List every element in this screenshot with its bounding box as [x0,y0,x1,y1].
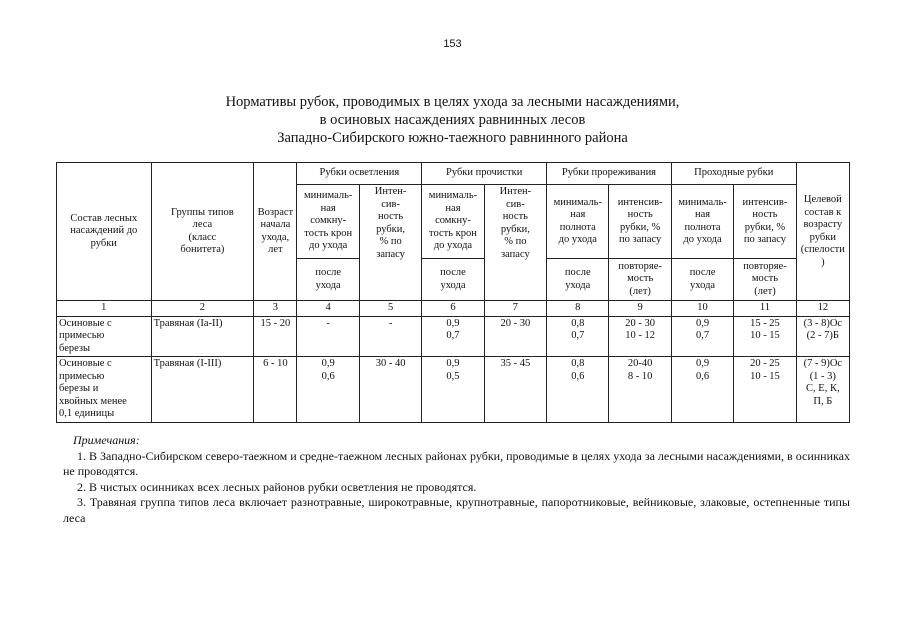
cell-value: 35 - 45 [484,357,546,423]
header-min-density-thinning: минималь- ная полнота до ухода [547,185,609,259]
cell-value: 15 - 25 10 - 15 [734,316,796,357]
header-group-thinning: Рубки прореживания [547,163,672,185]
header-min-closure-lighting: минималь- ная сомкну- тость крон до ухода [297,185,359,259]
note-item-3: 3. Травяная группа типов леса включает разнотравные, широкотравные, крупнотравные, папоротниковые, вейниковые, злаковые, остепненные типы леса [63,495,850,525]
cell-value: 0,9 0,6 [297,357,359,423]
column-number: 11 [734,301,796,317]
column-number: 1 [57,301,152,317]
cell-value: - [297,316,359,357]
cell-composition: Осиновые с примесью березы [57,316,152,357]
header-repeat-thinning: повторяе- мость (лет) [609,259,671,301]
column-number: 6 [422,301,484,317]
cell-value: 0,8 0,6 [547,357,609,423]
cell-composition: Осиновые с примесью березы и хвойных менее 0,1 единицы [57,357,152,423]
header-group-lighting: Рубки осветления [297,163,422,185]
title-line-2: в осиновых насаждениях равнинных лесов [319,112,586,128]
header-target-composition: Целевой состав к возрасту рубки (спелости ) [796,163,849,301]
column-number: 12 [796,301,849,317]
cell-start-age: 6 - 10 [254,357,297,423]
notes-section [63,433,850,526]
header-group-cleaning: Рубки прочистки [422,163,547,185]
note-item-1: 1. В Западно-Сибирском северо-таежном и средне-таежном лесных районах рубки, проводимые в целях ухода за лесными насаждениями, в осинниках не проводятся. [63,448,850,478]
column-number: 3 [254,301,297,317]
header-intensity-passing: интенсив- ность рубки, % по запасу [734,185,796,259]
title-line-1: Нормативы рубок, проводимых в целях ухода за лесными насаждениями, [225,94,680,110]
header-after-care-thinning: после ухода [547,259,609,301]
norms-table [56,162,850,423]
notes-heading: Примечания: [73,433,140,447]
cell-value: 0,8 0,7 [547,316,609,357]
header-group-passing: Проходные рубки [671,163,796,185]
column-number: 8 [547,301,609,317]
cell-target-composition: (7 - 9)Ос (1 - 3) С, Е, К, П, Б [796,357,849,423]
note-item-2: 2. В чистых осинниках всех лесных районов рубки осветления не проводятся. [77,479,477,494]
cell-value: 0,9 0,6 [671,357,733,423]
header-forest-groups: Группы типов леса (класс бонитета) [151,163,254,301]
page-number: 153 [443,38,462,50]
header-after-care-passing: после ухода [671,259,733,301]
document-title [0,93,905,147]
header-intensity-cleaning: Интен- сив- ность рубки, % по запасу [484,185,546,301]
header-min-closure-cleaning: минималь- ная сомкну- тость крон до ухода [422,185,484,259]
cell-value: - [359,316,421,357]
cell-value: 20 - 30 [484,316,546,357]
table-row [57,357,850,423]
header-composition: Состав лесных насаждений до рубки [57,163,152,301]
column-number: 2 [151,301,254,317]
cell-forest-group: Травяная (I-III) [151,357,254,423]
column-number: 9 [609,301,671,317]
cell-value: 20-40 8 - 10 [609,357,671,423]
cell-value: 0,9 0,7 [671,316,733,357]
cell-value: 0,9 0,5 [422,357,484,423]
cell-target-composition: (3 - 8)Ос (2 - 7)Б [796,316,849,357]
header-intensity-thinning: интенсив- ность рубки, % по запасу [609,185,671,259]
header-intensity-lighting: Интен- сив- ность рубки, % по запасу [359,185,421,301]
cell-value: 0,9 0,7 [422,316,484,357]
cell-value: 30 - 40 [359,357,421,423]
column-number: 5 [359,301,421,317]
column-number: 7 [484,301,546,317]
column-number: 4 [297,301,359,317]
table-row [57,316,850,357]
header-after-care-lighting: после ухода [297,259,359,301]
cell-forest-group: Травяная (Iа-II) [151,316,254,357]
cell-value: 20 - 25 10 - 15 [734,357,796,423]
cell-value: 20 - 30 10 - 12 [609,316,671,357]
column-number-row [57,301,850,317]
column-number: 10 [671,301,733,317]
title-line-3: Западно-Сибирского южно-таежного равнинного района [277,130,628,146]
header-min-density-passing: минималь- ная полнота до ухода [671,185,733,259]
header-start-age: Возраст начала ухода, лет [254,163,297,301]
header-repeat-passing: повторяе- мость (лет) [734,259,796,301]
header-after-care-cleaning: после ухода [422,259,484,301]
cell-start-age: 15 - 20 [254,316,297,357]
